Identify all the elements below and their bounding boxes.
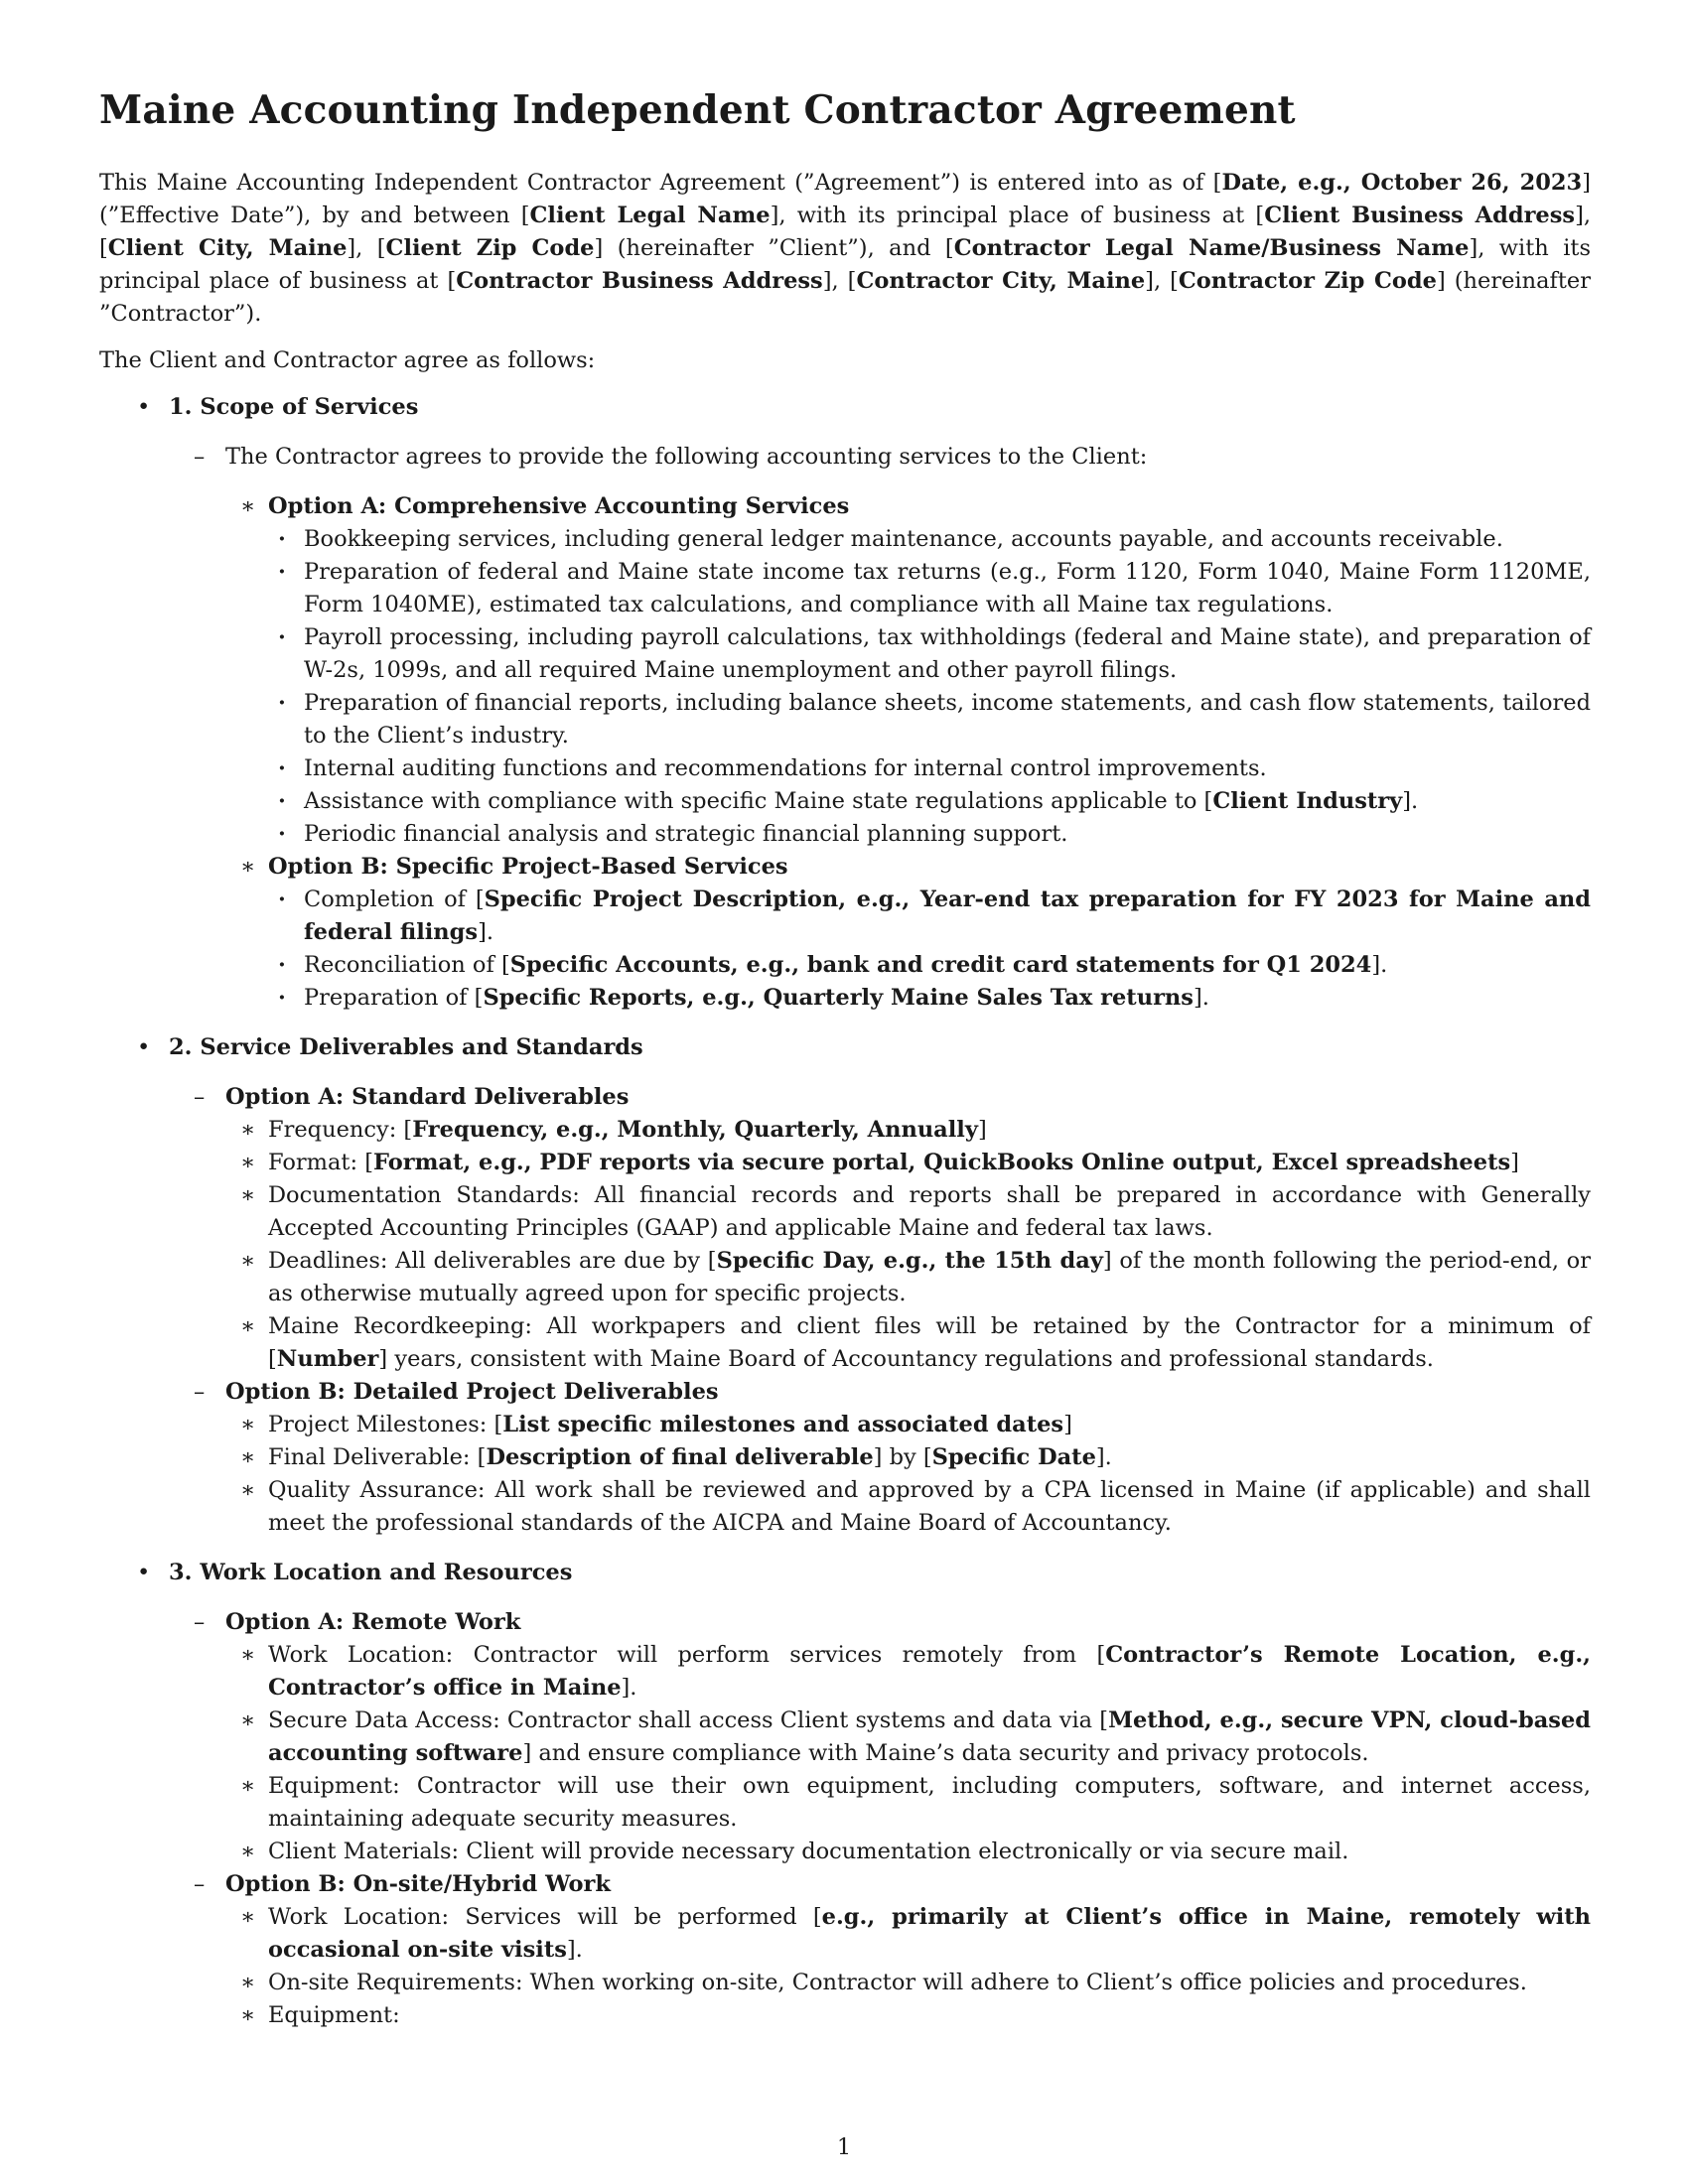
list-item: · Preparation of [Specific Reports, e.g., Quarterly Maine Sales Tax returns].	[258, 982, 1591, 1015]
list-item: ∗ Maine Recordkeeping: All workpapers and client files will be retained by the Contractor for a minimum of [Number] years, consistent with Maine Board of Accountancy regulations and professional standards.	[215, 1310, 1591, 1376]
option-title: – Option B: Detailed Project Deliverables	[225, 1379, 719, 1405]
option-title: – Option B: On-site/Hybrid Work	[225, 1871, 611, 1897]
field-access-method: Method, e.g., secure VPN, cloud-based accounting software	[268, 1707, 1591, 1766]
field-specific-day: Specific Day, e.g., the 15th day	[716, 1248, 1103, 1274]
field-client-name: Client Legal Name	[529, 203, 771, 228]
list-item: · Reconciliation of [Specific Accounts, e.g., bank and credit card statements for Q1 2024].	[258, 949, 1591, 982]
section-title: • 3. Work Location and Resources	[169, 1560, 573, 1585]
list-item: ∗ Client Materials: Client will provide necessary documentation electronically or via secure mail.	[215, 1836, 1591, 1868]
list-item: · Bookkeeping services, including general ledger maintenance, accounts payable, and accounts receivable.	[258, 523, 1591, 556]
field-final-deliverable: Description of final deliverable	[486, 1444, 874, 1470]
list-item: ∗ Work Location: Services will be performed [e.g., primarily at Client’s office in Maine, remotely with occasional on-site visits].	[215, 1901, 1591, 1967]
section-title: • 1. Scope of Services	[169, 394, 419, 420]
list-item: ∗ On-site Requirements: When working on-site, Contractor will adhere to Client’s office policies and procedures.	[215, 1967, 1591, 1999]
list-item: · Completion of [Specific Project Description, e.g., Year-end tax preparation for FY 2023 for Maine and federal filings].	[258, 884, 1591, 949]
option-title: – Option A: Standard Deliverables	[225, 1084, 630, 1110]
field-contractor-zip: Contractor Zip Code	[1178, 268, 1437, 294]
document-page	[99, 87, 1591, 2032]
list-item: ∗ Secure Data Access: Contractor shall access Client systems and data via [Method, e.g., secure VPN, cloud-based accounting software] and ensure compliance with Maine’s data security and privacy protocols.	[215, 1705, 1591, 1770]
field-specific-accounts: Specific Accounts, e.g., bank and credit card statements for Q1 2024	[509, 952, 1372, 978]
field-format: Format, e.g., PDF reports via secure portal, QuickBooks Online output, Excel spreadsheets	[373, 1150, 1511, 1175]
list-item: ∗ Deadlines: All deliverables are due by [Specific Day, e.g., the 15th day] of the month following the period-end, or as otherwise mutually agreed upon for specific projects.	[215, 1245, 1591, 1310]
option-a-standard-deliverables	[166, 1081, 1591, 1376]
list-item: ∗ Frequency: [Frequency, e.g., Monthly, Quarterly, Annually]	[215, 1114, 1591, 1147]
option-a-remote-work	[166, 1606, 1591, 1868]
field-frequency: Frequency, e.g., Monthly, Quarterly, Annually	[412, 1117, 978, 1143]
option-title: Option B: Specific Project-Based Services	[268, 854, 788, 880]
field-number: Number	[276, 1346, 379, 1372]
field-contractor-city: Contractor City, Maine	[856, 268, 1146, 294]
section-scope-of-services	[99, 391, 1591, 1015]
section-title: • 2. Service Deliverables and Standards	[169, 1034, 643, 1060]
field-client-address: Client Business Address	[1264, 203, 1576, 228]
section-work-location	[99, 1557, 1591, 2032]
list-item: · Periodic financial analysis and strategic financial planning support.	[258, 818, 1591, 851]
field-date: Date, e.g., October 26, 2023	[1221, 170, 1583, 196]
list-item: ∗ Documentation Standards: All financial records and reports shall be prepared in accordance with Generally Accepted Accounting Principles (GAAP) and applicable Maine and federal tax laws.	[215, 1179, 1591, 1245]
option-a-comprehensive	[215, 490, 1591, 851]
list-item: · Payroll processing, including payroll calculations, tax withholdings (federal and Maine state), and preparation of W-2s, 1099s, and all required Maine unemployment and other payroll filings.	[258, 621, 1591, 687]
intro-paragraph: This Maine Accounting Independent Contractor Agreement (”Agreement”) is entered into as of [Date, e.g., October 26, 2023] (”Effective Date”), by and between [Client Legal Name], with its principal place of business at [Client Business Address], [Client City, Maine], [Client Zip Code] (hereinafter ”Client”), and [Contractor Legal Name/Business Name], with its principal place of business at [Contractor Business Address], [Contractor City, Maine], [Contractor Zip Code] (hereinafter ”Contractor”).	[99, 170, 1592, 327]
sections-list	[99, 391, 1591, 2032]
option-title: Option A: Comprehensive Accounting Services	[268, 493, 850, 519]
list-item: · Assistance with compliance with specific Maine state regulations applicable to [Client Industry].	[258, 785, 1591, 818]
field-project-description: Specific Project Description, e.g., Year-end tax preparation for FY 2023 for Maine and federal filings	[304, 887, 1591, 945]
list-item: · Preparation of federal and Maine state income tax returns (e.g., Form 1120, Form 1040, Maine Form 1120ME, Form 1040ME), estimated tax calculations, and compliance with all Maine tax regulations.	[258, 556, 1591, 621]
list-item: · Preparation of financial reports, including balance sheets, income statements, and cash flow statements, tailored to the Client’s industry.	[258, 687, 1591, 752]
list-item: ∗ Work Location: Contractor will perform services remotely from [Contractor’s Remote Location, e.g., Contractor’s office in Maine].	[215, 1639, 1591, 1705]
field-contractor-address: Contractor Business Address	[456, 268, 823, 294]
list-item: ∗ Format: [Format, e.g., PDF reports via secure portal, QuickBooks Online output, Excel spreadsheets]	[215, 1147, 1591, 1179]
document-title: Maine Accounting Independent Contractor Agreement	[99, 87, 1296, 133]
list-item: ∗ Final Deliverable: [Description of final deliverable] by [Specific Date].	[215, 1441, 1591, 1474]
field-remote-location: Contractor’s Remote Location, e.g., Contractor’s office in Maine	[268, 1642, 1591, 1701]
field-client-zip: Client Zip Code	[385, 235, 595, 261]
scope-lead-item: – The Contractor agrees to provide the following accounting services to the Client: ∗ Option A: Comprehensive Accounting Services · Bookkeeping services, including general ledger maintenance, accounts payable, and accounts receivable. · Preparation of federal and Maine state income tax returns (e.g., Form 1120, Form 1040, Maine Form 1120ME, Form 1040ME), estimated tax calculations, and compliance with all Maine tax regulations. · Payroll processing, including payroll calculations, tax withholdings (federal and Maine state), and preparation of W-2s, 1099s, and all required Maine unemployment and other payroll filings. · Preparation of financial reports, including balance sheets, income statements, and cash flow statements, tailored to the Client’s industry. · Internal auditing functions and recommendations for internal control improvements. · Assistance with compliance with specific Maine state regulations applicable to [Client Industry]. · Periodic financial analysis and strategic financial planning support. ∗ Option B: Specific Project-Based Services · Completion of [Specific Project Description, e.g., Year-end tax preparation for FY 2023 for Maine and federal filings]. · Reconciliation of [Specific Accounts, e.g., bank and credit card statements for Q1 2024]. · Preparation of [Specific Reports, e.g., Quarterly Maine Sales Tax returns].	[166, 441, 1591, 1015]
section-deliverables-standards	[99, 1031, 1591, 1540]
option-b-detailed-deliverables	[166, 1376, 1591, 1540]
page-number: 1	[836, 2134, 852, 2160]
field-specific-date: Specific Date	[931, 1444, 1096, 1470]
option-b-onsite-hybrid	[166, 1868, 1591, 2032]
list-item: ∗ Equipment:	[215, 1999, 1591, 2032]
field-client-industry: Client Industry	[1212, 788, 1403, 814]
field-specific-reports: Specific Reports, e.g., Quarterly Maine Sales Tax returns	[483, 985, 1194, 1011]
field-milestones: List specific milestones and associated dates	[502, 1412, 1064, 1437]
option-title: – Option A: Remote Work	[225, 1609, 521, 1635]
agree-line: The Client and Contractor agree as follows:	[99, 347, 596, 373]
field-contractor-name: Contractor Legal Name/Business Name	[953, 235, 1470, 261]
option-b-project-based	[215, 851, 1591, 1015]
field-work-location: e.g., primarily at Client’s office in Maine, remotely with occasional on-site visits	[268, 1904, 1591, 1963]
field-client-city: Client City, Maine	[107, 235, 348, 261]
list-item: ∗ Quality Assurance: All work shall be reviewed and approved by a CPA licensed in Maine (if applicable) and shall meet the professional standards of the AICPA and Maine Board of Accountancy.	[215, 1474, 1591, 1540]
list-item: ∗ Project Milestones: [List specific milestones and associated dates]	[215, 1409, 1591, 1441]
list-item: · Internal auditing functions and recommendations for internal control improvements.	[258, 752, 1591, 785]
list-item: ∗ Equipment: Contractor will use their own equipment, including computers, software, and internet access, maintaining adequate security measures.	[215, 1770, 1591, 1836]
